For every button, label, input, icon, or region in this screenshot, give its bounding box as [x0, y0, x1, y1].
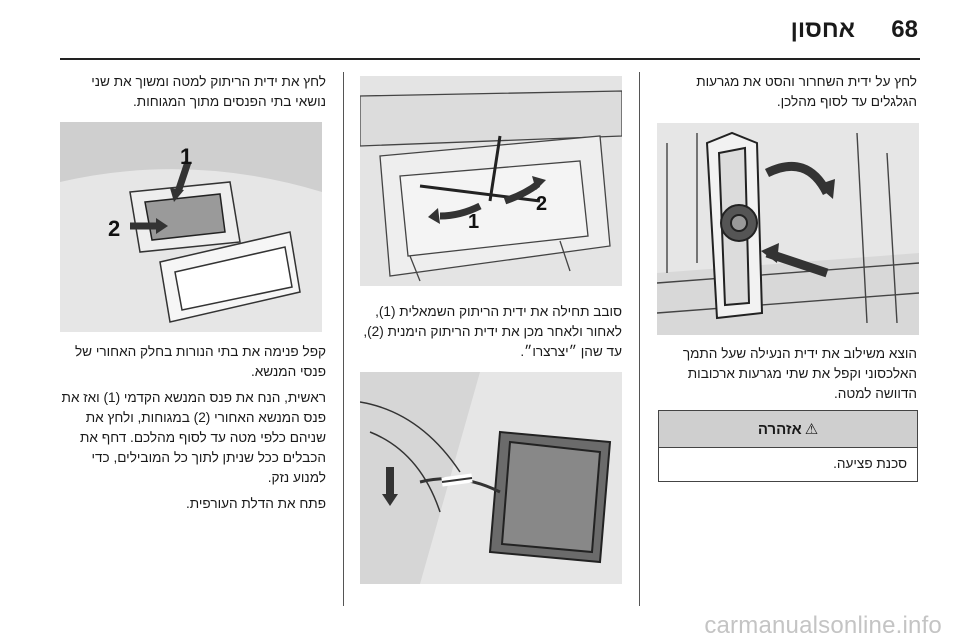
left-column-paragraph-top: [60, 72, 326, 118]
warning-body: סכנת פציעה.: [833, 456, 907, 471]
figure-label-1: 1: [180, 144, 193, 169]
left-column-instructions: [60, 342, 326, 520]
paragraph: ראשית, הנח את פנס המנשא הקדמי (1) ואז את פנס המנשא האחורי (2) במגוחות, ולחץ את שניהם כלפי מטה עד לסוף מהלכם. דחף את הכבלים ככל שניתן לתוך כל המובילים, כדי למנוע נזק.: [61, 390, 326, 485]
paragraph: קפל פנימה את בתי הנורות בחלק האחורי של פנסי המנשא.: [74, 344, 326, 379]
retaining-handles-drawing: [360, 76, 622, 286]
warning-header: [659, 411, 917, 448]
paragraph: סובב תחילה את ידית הריתוק השמאלית (1), לאחור ולאחר מכן את ידית הריתוק הימנית (2), עד שהן ״יצרצרו״.: [363, 304, 622, 359]
middle-column-paragraph-1: [360, 302, 622, 368]
paragraph: פתח את הדלת העורפית.: [186, 496, 326, 511]
wheel-bracket-illustration: [657, 123, 919, 335]
warning-title: אזהרה: [757, 420, 802, 438]
header-rule: [60, 58, 920, 60]
paragraph: לחץ את ידית הריתוק למטה ומשוך את שני נושאי בתי הפנסים מתוך המגוחות.: [91, 74, 326, 109]
watermark: carmanualsonline.info: [704, 612, 942, 639]
paragraph: הוצא משילוב את ידית הנעילה שעל התמך האלכסוני וקפל את שתי מגרעות ארכובות הדוושה למטה.: [682, 346, 917, 401]
figure-label-2: 2: [108, 216, 121, 241]
right-column-paragraph-2: [655, 344, 917, 410]
lamp-housing-drawing: [360, 372, 622, 584]
section-title: אחסון: [790, 16, 855, 43]
figure-label-2: 2: [536, 193, 548, 215]
retaining-handles-illustration: [360, 76, 622, 286]
lamp-carrier-illustration: [60, 122, 322, 332]
column-divider: [343, 72, 344, 606]
lamp-housing-illustration: [360, 372, 622, 584]
paragraph: לחץ על ידית השחרור והסט את מגרעות הגלגלים עד לסוף מהלכן.: [696, 74, 917, 109]
lamp-carrier-drawing: [60, 122, 322, 332]
figure-label-1: 1: [468, 211, 480, 233]
wheel-bracket-drawing: [657, 123, 919, 335]
column-divider: [639, 72, 640, 606]
page-number: 68: [891, 16, 918, 43]
right-column-paragraph-1: [655, 72, 917, 118]
warning-icon: ⚠: [804, 421, 819, 438]
warning-box: [658, 410, 918, 482]
page-header: [0, 0, 960, 62]
